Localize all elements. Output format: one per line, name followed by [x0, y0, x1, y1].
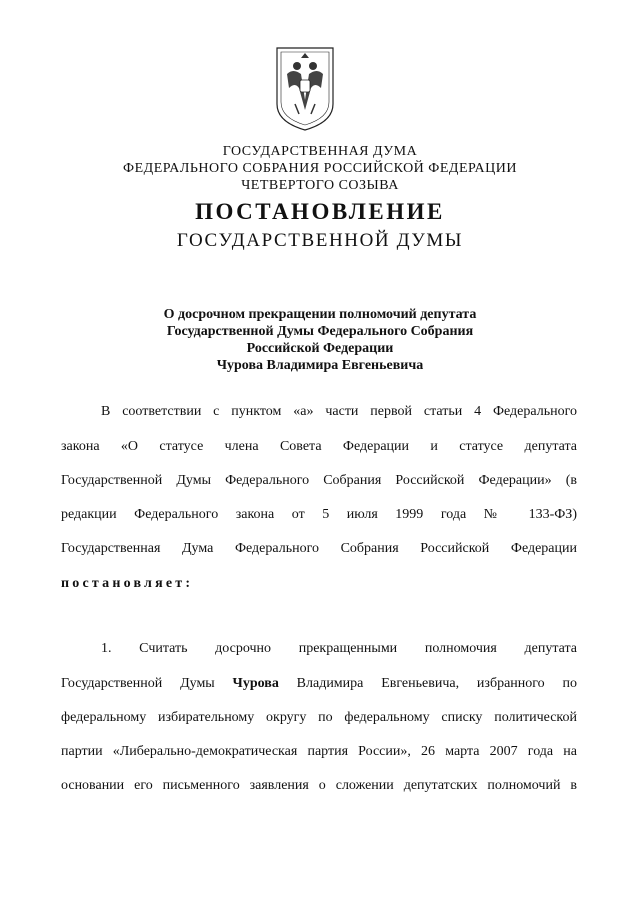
- item1-line-2-before: Государственной Думы: [61, 676, 233, 691]
- coat-of-arms-emblem-icon: [273, 44, 337, 134]
- decides-word: постановляет:: [61, 576, 194, 591]
- subject-line-4: Чурова Владимира Евгеньевича: [216, 358, 424, 373]
- item1-line-2-after: Владимира Евгеньевича, избранного по: [278, 676, 577, 691]
- item1-line-3: федеральному избирательному округу по федеральному списку политической: [61, 710, 577, 725]
- subject-line-3: Российской Федерации: [246, 341, 394, 356]
- subject-line-2: Государственной Думы Федерального Собрания: [166, 324, 474, 339]
- header-line-1: ГОСУДАРСТВЕННАЯ ДУМА: [222, 144, 418, 159]
- subject-line-1: О досрочном прекращении полномочий депутата: [163, 307, 477, 322]
- preamble-line-4: редакции Федерального закона от 5 июля 1999 года № 133-ФЗ): [61, 507, 577, 522]
- item1-line-2: [61, 675, 577, 692]
- deputy-surname: Чурова: [232, 676, 279, 691]
- document-title: ПОСТАНОВЛЕНИЕ: [195, 199, 445, 224]
- item1-line-4: партии «Либерально-демократическая партия России», 26 марта 2007 года на: [61, 744, 577, 759]
- header-line-2: ФЕДЕРАЛЬНОГО СОБРАНИЯ РОССИЙСКОЙ ФЕДЕРАЦИИ: [123, 161, 517, 176]
- document-subtitle: ГОСУДАРСТВЕННОЙ ДУМЫ: [176, 230, 464, 251]
- preamble-line-5: Государственная Дума Федерального Собрания Российской Федерации: [61, 541, 577, 556]
- preamble-line-2: закона «О статусе члена Совета Федерации и статусе депутата: [61, 439, 577, 454]
- item1-line-5: основании его письменного заявления о сложении депутатских полномочий в: [61, 778, 577, 793]
- preamble-line-1: В соответствии с пунктом «а» части первой статьи 4 Федерального: [101, 404, 577, 419]
- item1-line-1: 1. Считать досрочно прекращенными полномочия депутата: [101, 641, 577, 656]
- header-line-3: ЧЕТВЕРТОГО СОЗЫВА: [241, 178, 399, 193]
- preamble-line-3: Государственной Думы Федерального Собрания Российской Федерации» (в: [61, 473, 577, 488]
